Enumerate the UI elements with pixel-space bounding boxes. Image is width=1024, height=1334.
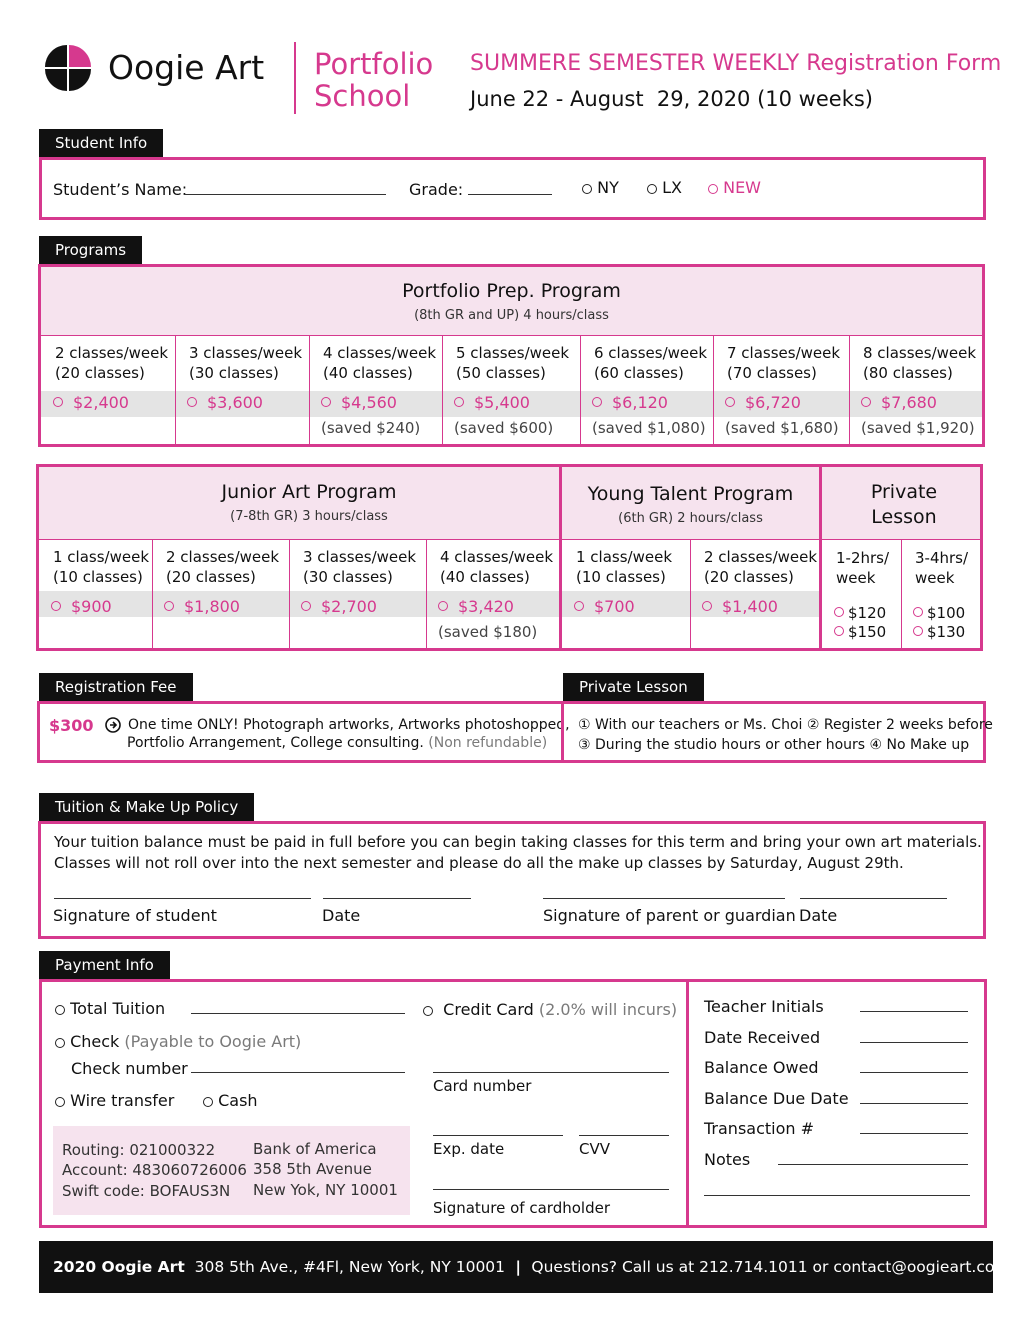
portfolio-price-option[interactable] xyxy=(187,393,263,412)
footer-separator: | xyxy=(509,1258,527,1276)
young-price-option-value: $1,400 xyxy=(722,597,778,616)
check-option[interactable]: Check (Payable to Oogie Art) xyxy=(55,1032,301,1051)
junior-saved: (saved $180) xyxy=(438,623,538,641)
parent-signature-field[interactable] xyxy=(543,898,785,899)
portfolio-price-option-value: $6,120 xyxy=(612,393,668,412)
young-talent-box xyxy=(559,464,822,651)
portfolio-price-option-value: $2,400 xyxy=(73,393,129,412)
school-line1: Portfolio xyxy=(314,47,434,81)
student-signature-field[interactable] xyxy=(54,898,311,899)
bank-addr2: New Yok, NY 10001 xyxy=(253,1181,398,1199)
private-col-label: 3-4hrs/ xyxy=(915,549,969,567)
portfolio-col-label: 8 classes/week xyxy=(863,344,977,362)
junior-price-option[interactable] xyxy=(301,597,377,616)
card-number-field[interactable] xyxy=(433,1072,669,1073)
office-field-line[interactable] xyxy=(860,1011,968,1012)
radio-icon[interactable] xyxy=(423,1006,433,1016)
office-field-label: Date Received xyxy=(704,1027,821,1047)
portfolio-col-count: (50 classes) xyxy=(456,364,546,382)
payment-box xyxy=(39,979,689,1228)
private-lesson-policy-box xyxy=(561,701,993,763)
private-col-label: 1-2hrs/ xyxy=(836,549,890,567)
date-label-1: Date xyxy=(322,906,361,925)
check-number-field[interactable] xyxy=(191,1072,405,1073)
notes-extra-line[interactable] xyxy=(704,1195,970,1196)
check-number-label: Check number xyxy=(71,1059,188,1078)
form-dates: June 22 - August 29, 2020 (10 weeks) xyxy=(470,87,873,111)
registration-fee-tab: Registration Fee xyxy=(39,673,193,702)
policy-tab: Tuition & Make Up Policy xyxy=(39,793,254,822)
wire-option[interactable]: Wire transfer xyxy=(55,1091,174,1110)
office-field-label: Balance Owed xyxy=(704,1058,819,1077)
radio-icon[interactable] xyxy=(53,397,63,407)
private-lesson-box xyxy=(819,464,983,651)
radio-icon[interactable] xyxy=(164,601,174,611)
portfolio-title: Portfolio Prep. Program xyxy=(402,280,621,302)
young-col-count: (20 classes) xyxy=(704,568,794,586)
portfolio-program-box xyxy=(38,264,985,447)
private-col-unit: week xyxy=(836,569,876,587)
radio-icon[interactable] xyxy=(574,601,584,611)
private-price-option[interactable] xyxy=(913,623,965,641)
private-price-value: $120 xyxy=(848,604,887,622)
programs-tab: Programs xyxy=(39,236,142,265)
credit-card-option[interactable]: Credit Card (2.0% will incurs) xyxy=(423,1000,677,1019)
portfolio-col-label: 6 classes/week xyxy=(594,344,708,362)
policy-line2: Classes will not roll over into the next semester and please do all the make up classes by Saturday, August 29th. xyxy=(54,854,904,872)
young-title: Young Talent Program xyxy=(587,483,794,505)
young-col-count: (10 classes) xyxy=(576,568,666,586)
portfolio-price-option[interactable] xyxy=(321,393,397,412)
option-new[interactable]: NEW xyxy=(708,178,761,197)
school-line2: School xyxy=(314,79,411,113)
junior-price-option-value: $900 xyxy=(71,597,112,616)
junior-price-option[interactable] xyxy=(51,597,112,616)
bank-account: Account: 483060726006 xyxy=(62,1161,247,1179)
exp-date-field[interactable] xyxy=(433,1135,563,1136)
total-tuition-field[interactable] xyxy=(191,1013,405,1014)
radio-icon[interactable] xyxy=(55,1038,65,1048)
young-price-option[interactable] xyxy=(574,597,635,616)
radio-icon[interactable] xyxy=(582,184,592,194)
column-divider xyxy=(901,539,902,648)
office-field-label: Notes xyxy=(704,1149,751,1169)
sig-parent-label: Signature of parent or guardian xyxy=(543,906,796,925)
radio-icon[interactable] xyxy=(454,397,464,407)
private-col-unit: week xyxy=(915,569,955,587)
radio-icon[interactable] xyxy=(55,1005,65,1015)
logo-icon xyxy=(44,44,92,92)
fee-line1: One time ONLY! Photograph artworks, Artworks photoshopped, xyxy=(128,717,570,733)
option-ny[interactable]: NY xyxy=(582,178,619,197)
date-field-2[interactable] xyxy=(800,898,947,899)
portfolio-price-option-value: $7,680 xyxy=(881,393,937,412)
policy-box xyxy=(38,821,986,939)
junior-price-option-value: $3,420 xyxy=(458,597,514,616)
policy-line1: Your tuition balance must be paid in full before you can begin taking classes for this term and bring your own art materials. xyxy=(54,833,982,851)
junior-title: Junior Art Program xyxy=(221,481,397,503)
portfolio-col-count: (80 classes) xyxy=(863,364,953,382)
student-info-box xyxy=(39,157,986,220)
radio-icon[interactable] xyxy=(913,607,923,617)
radio-icon[interactable] xyxy=(725,397,735,407)
bank-info-box xyxy=(53,1126,410,1215)
cardholder-signature-label: Signature of cardholder xyxy=(433,1199,610,1217)
private-price-option[interactable] xyxy=(913,604,965,622)
radio-icon[interactable] xyxy=(834,607,844,617)
portfolio-saved: (saved $600) xyxy=(454,419,554,437)
date-label-2: Date xyxy=(799,906,838,925)
footer-brand: 2020 Oogie Art xyxy=(53,1258,185,1276)
junior-col-label: 4 classes/week xyxy=(440,548,554,566)
radio-icon[interactable] xyxy=(647,184,657,194)
junior-price-option-value: $2,700 xyxy=(321,597,377,616)
card-number-label: Card number xyxy=(433,1077,532,1095)
column-divider xyxy=(849,335,850,444)
private-title-2: Lesson xyxy=(871,506,937,528)
registration-fee-box xyxy=(37,701,570,763)
column-divider xyxy=(309,335,310,444)
student-name-field[interactable] xyxy=(184,194,386,195)
radio-icon[interactable] xyxy=(187,397,197,407)
private-policy-line1: ① With our teachers or Ms. Choi ② Register 2 weeks before xyxy=(578,717,993,733)
fee-line2: Portfolio Arrangement, College consulting. xyxy=(127,735,424,751)
portfolio-price-option[interactable] xyxy=(454,393,530,412)
radio-icon[interactable] xyxy=(321,397,331,407)
cash-option[interactable]: Cash xyxy=(203,1091,258,1110)
option-lx[interactable]: LX xyxy=(647,178,682,197)
young-col-label: 1 class/week xyxy=(576,548,673,566)
arrow-right-icon xyxy=(105,717,121,733)
portfolio-subtitle: (8th GR and UP) 4 hours/class xyxy=(414,308,609,323)
portfolio-price-option[interactable] xyxy=(725,393,801,412)
private-lesson-tab: Private Lesson xyxy=(563,673,704,702)
radio-icon[interactable] xyxy=(438,601,448,611)
radio-icon[interactable] xyxy=(702,601,712,611)
student-info-tab: Student Info xyxy=(39,129,163,158)
brand-name: Oogie Art xyxy=(108,48,265,87)
portfolio-price-option-value: $4,560 xyxy=(341,393,397,412)
cvv-label: CVV xyxy=(579,1140,610,1158)
payment-tab: Payment Info xyxy=(39,951,170,980)
portfolio-col-label: 2 classes/week xyxy=(55,344,169,362)
portfolio-price-option-value: $6,720 xyxy=(745,393,801,412)
portfolio-saved: (saved $1,680) xyxy=(725,419,839,437)
junior-col-count: (10 classes) xyxy=(53,568,143,586)
office-use-box xyxy=(686,979,987,1228)
column-divider xyxy=(580,335,581,444)
portfolio-price-option-value: $5,400 xyxy=(474,393,530,412)
total-tuition-option[interactable]: Total Tuition xyxy=(55,999,165,1018)
portfolio-col-count: (20 classes) xyxy=(55,364,145,382)
footer-questions: Questions? Call us at 212.714.1011 or contact@oogieart.com xyxy=(531,1258,1010,1276)
junior-subtitle: (7-8th GR) 3 hours/class xyxy=(230,509,388,524)
portfolio-col-count: (60 classes) xyxy=(594,364,684,382)
office-field-label: Transaction # xyxy=(704,1119,815,1138)
private-price-value: $130 xyxy=(927,623,966,641)
form-title: SUMMERE SEMESTER WEEKLY Registration Form xyxy=(470,51,1002,76)
cardholder-signature-field[interactable] xyxy=(433,1189,669,1190)
bank-name: Bank of America xyxy=(253,1140,377,1158)
sig-student-label: Signature of student xyxy=(53,906,217,925)
column-divider xyxy=(152,539,153,648)
bank-routing: Routing: 021000322 xyxy=(62,1141,216,1159)
portfolio-col-label: 5 classes/week xyxy=(456,344,570,362)
footer-address: 308 5th Ave., #4Fl, New York, NY 10001 xyxy=(194,1258,506,1276)
young-price-option[interactable] xyxy=(702,597,778,616)
radio-icon[interactable] xyxy=(301,601,311,611)
radio-icon[interactable] xyxy=(834,626,844,636)
portfolio-col-count: (30 classes) xyxy=(189,364,279,382)
office-field-label: Balance Due Date xyxy=(704,1088,849,1108)
private-policy-line2: ③ During the studio hours or other hours ④ No Make up xyxy=(578,737,970,753)
office-field-line[interactable] xyxy=(860,1042,968,1043)
portfolio-col-label: 3 classes/week xyxy=(189,344,303,362)
radio-icon[interactable] xyxy=(708,184,718,194)
office-field-label: Teacher Initials xyxy=(704,997,824,1016)
office-field-line[interactable] xyxy=(860,1133,968,1134)
column-divider xyxy=(175,335,176,444)
young-col-label: 2 classes/week xyxy=(704,548,818,566)
radio-icon[interactable] xyxy=(51,601,61,611)
radio-icon[interactable] xyxy=(55,1097,65,1107)
column-divider xyxy=(690,539,691,648)
column-divider xyxy=(289,539,290,648)
young-subtitle: (6th GR) 2 hours/class xyxy=(618,511,763,526)
portfolio-price-option[interactable] xyxy=(592,393,668,412)
portfolio-saved: (saved $1,080) xyxy=(592,419,706,437)
private-price-option[interactable] xyxy=(834,623,886,641)
junior-price-option[interactable] xyxy=(438,597,514,616)
column-divider xyxy=(442,335,443,444)
column-divider xyxy=(426,539,427,648)
portfolio-col-label: 4 classes/week xyxy=(323,344,437,362)
junior-price-option[interactable] xyxy=(164,597,240,616)
office-field-line[interactable] xyxy=(860,1072,968,1073)
private-price-option[interactable] xyxy=(834,604,886,622)
footer-bar xyxy=(39,1241,1010,1293)
junior-col-count: (30 classes) xyxy=(303,568,393,586)
portfolio-price-option[interactable] xyxy=(861,393,937,412)
exp-date-label: Exp. date xyxy=(433,1140,505,1158)
portfolio-saved: (saved $1,920) xyxy=(861,419,975,437)
portfolio-col-count: (70 classes) xyxy=(727,364,817,382)
junior-program-box xyxy=(36,464,562,651)
junior-col-label: 1 class/week xyxy=(53,548,150,566)
portfolio-col-label: 7 classes/week xyxy=(727,344,841,362)
portfolio-saved: (saved $240) xyxy=(321,419,421,437)
bank-addr1: 358 5th Avenue xyxy=(253,1160,372,1178)
junior-col-label: 2 classes/week xyxy=(166,548,280,566)
private-price-value: $100 xyxy=(927,604,966,622)
portfolio-price-option[interactable] xyxy=(53,393,129,412)
column-divider xyxy=(713,335,714,444)
fee-note: (Non refundable) xyxy=(428,735,548,751)
junior-price-option-value: $1,800 xyxy=(184,597,240,616)
radio-icon[interactable] xyxy=(913,626,923,636)
young-price-option-value: $700 xyxy=(594,597,635,616)
office-field-line[interactable] xyxy=(778,1164,968,1165)
private-title-1: Private xyxy=(870,481,938,503)
radio-icon[interactable] xyxy=(592,397,602,407)
junior-col-count: (40 classes) xyxy=(440,568,530,586)
grade-field[interactable] xyxy=(468,194,552,195)
brand-divider xyxy=(294,42,296,114)
date-field-1[interactable] xyxy=(323,898,471,899)
radio-icon[interactable] xyxy=(203,1097,213,1107)
private-price-value: $150 xyxy=(848,623,887,641)
cvv-field[interactable] xyxy=(579,1135,669,1136)
portfolio-price-option-value: $3,600 xyxy=(207,393,263,412)
bank-swift: Swift code: BOFAUS3N xyxy=(62,1182,231,1200)
grade-label: Grade: xyxy=(409,180,464,199)
office-field-line[interactable] xyxy=(860,1103,968,1104)
junior-col-count: (20 classes) xyxy=(166,568,256,586)
student-name-label: Student’s Name: xyxy=(53,180,188,199)
junior-col-label: 3 classes/week xyxy=(303,548,417,566)
radio-icon[interactable] xyxy=(861,397,871,407)
fee-amount: $300 xyxy=(49,716,94,735)
portfolio-col-count: (40 classes) xyxy=(323,364,413,382)
